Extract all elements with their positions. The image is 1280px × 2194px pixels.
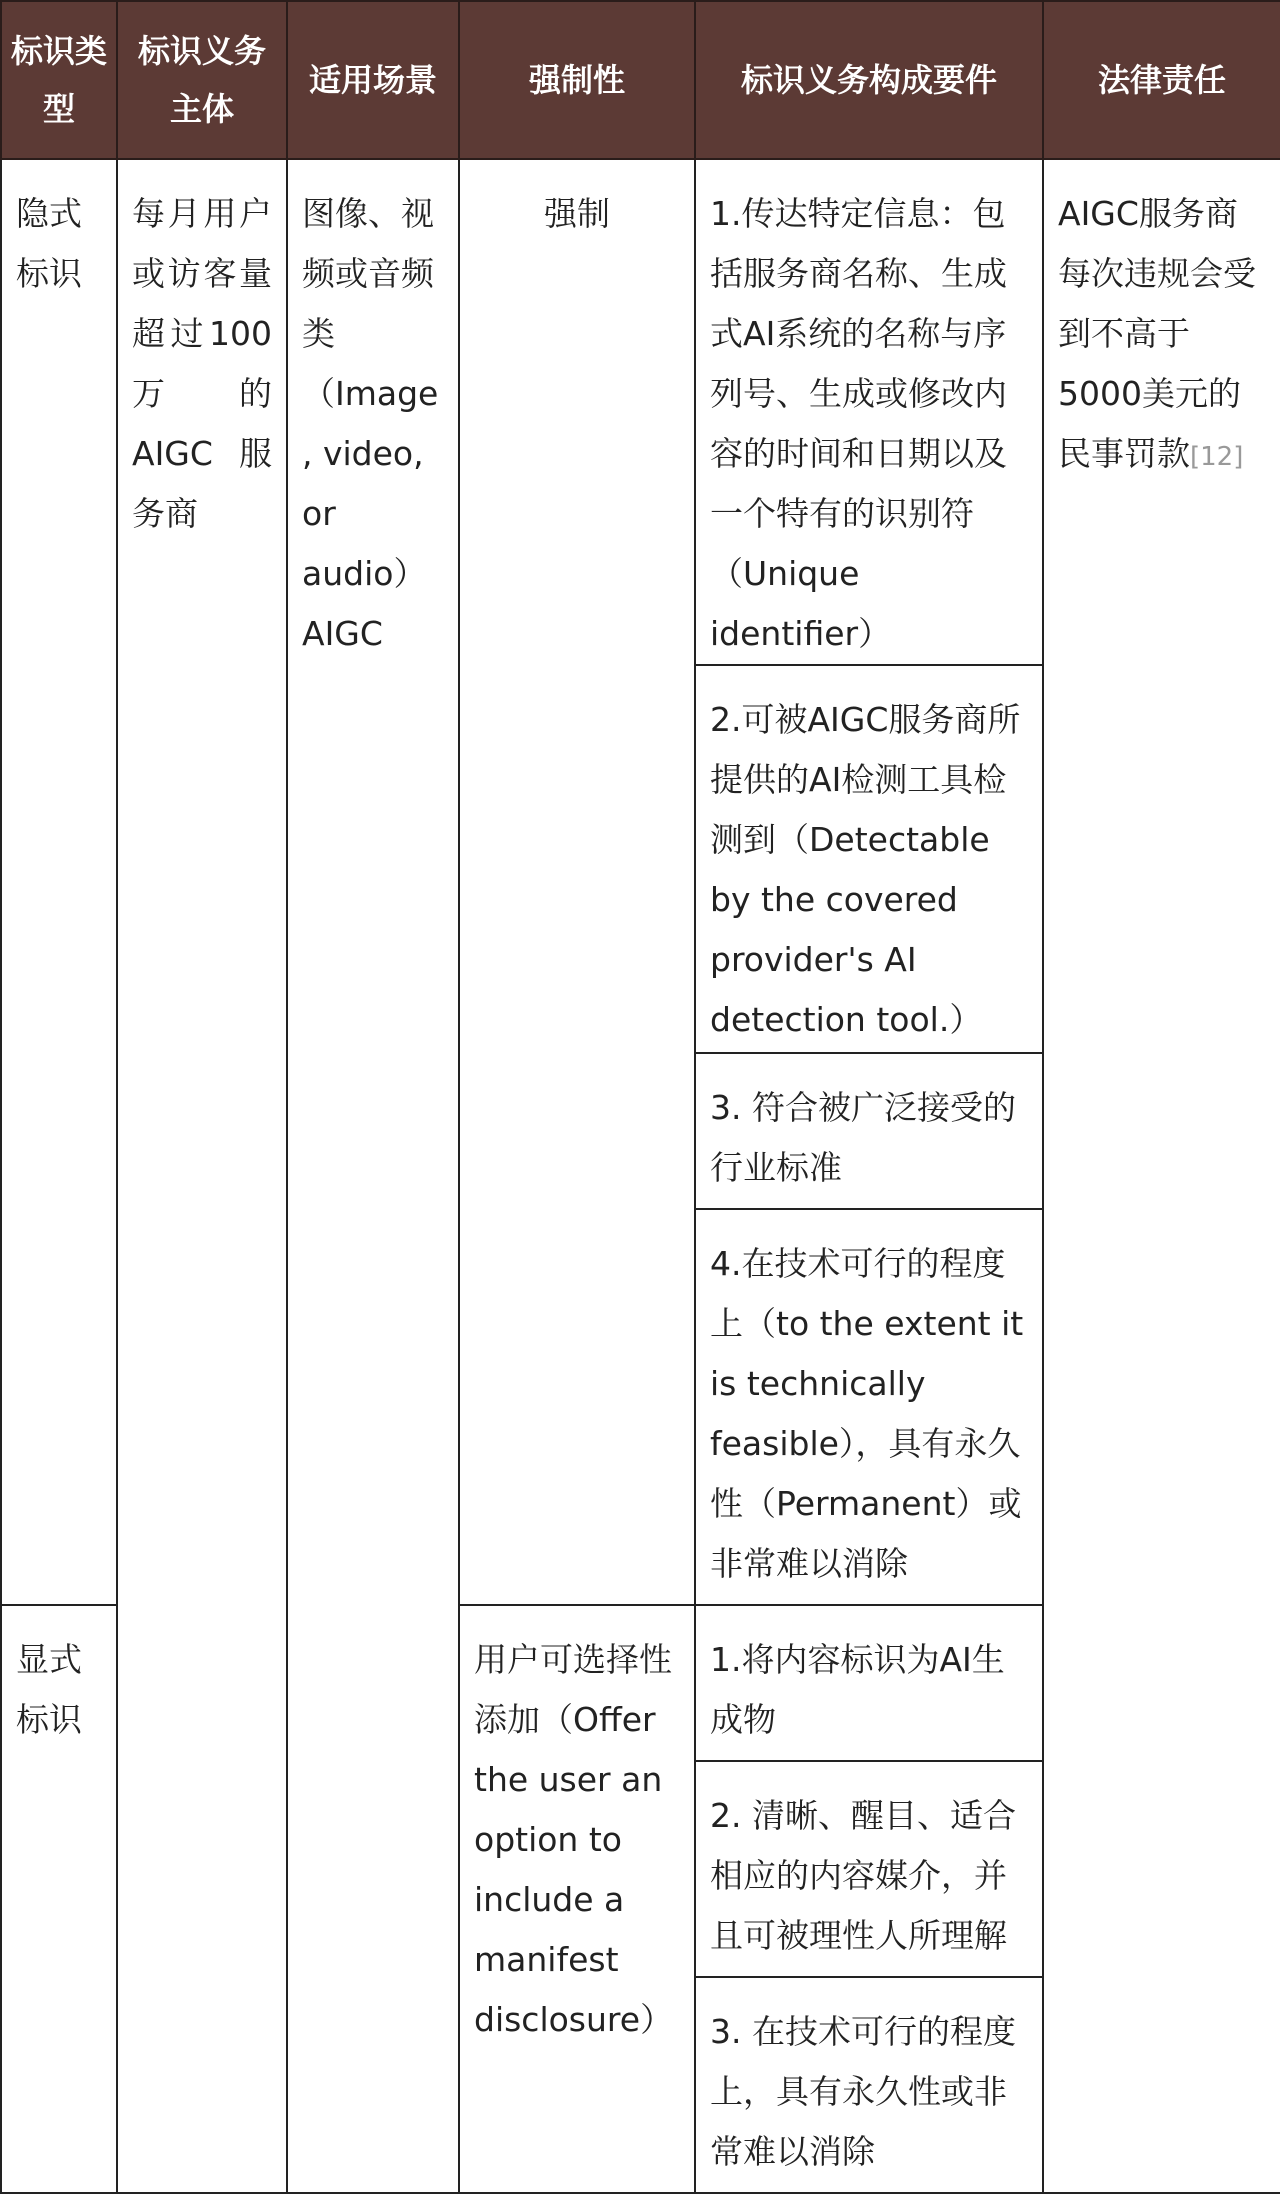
liability-reference: [12] — [1190, 442, 1244, 472]
explicit-element-2-cell — [695, 1761, 1043, 1977]
header-mandatory: 强制性 — [459, 1, 695, 159]
header-type: 标识类型 — [1, 1, 117, 159]
table-row — [1, 159, 1280, 665]
scenario-text: 图像、视频或音频类（Image, video, or audio）AIGC — [302, 194, 439, 653]
explicit-element-1: 1.将内容标识为AI生成物 — [710, 1640, 1005, 1739]
implicit-element-3-cell — [695, 1053, 1043, 1209]
header-scenario: 适用场景 — [287, 1, 459, 159]
explicit-type: 显式标识 — [16, 1640, 82, 1739]
explicit-mandatory: 用户可选择性添加（Offer the user an option to include a manifest disclosure） — [474, 1640, 674, 2039]
liability-text: AIGC服务商每次违规会受到不高于5000美元的民事罚款 — [1058, 194, 1256, 473]
implicit-element-2: 2.可被AIGC服务商所提供的AI检测工具检测到（Detectable by the covered provider's AI detection tool.） — [710, 700, 1021, 1039]
implicit-element-4: 4.在技术可行的程度上（to the extent it is technically feasible），具有永久性（Permanent）或非常难以消除 — [710, 1244, 1024, 1583]
explicit-element-3: 3. 在技术可行的程度上，具有永久性或非常难以消除 — [710, 2012, 1016, 2171]
implicit-type: 隐式标识 — [16, 194, 82, 293]
implicit-element-3: 3. 符合被广泛接受的行业标准 — [710, 1088, 1016, 1187]
explicit-element-1-cell — [695, 1605, 1043, 1761]
implicit-element-1: 1.传达特定信息：包括服务商名称、生成式AI系统的名称与序列号、生成或修改内容的时间和日期以及一个特有的识别符（Unique identifier） — [710, 194, 1007, 653]
explicit-type-cell — [1, 1605, 117, 2193]
header-elements: 标识义务构成要件 — [695, 1, 1043, 159]
scenario-cell — [287, 159, 459, 2193]
explicit-mandatory-cell — [459, 1605, 695, 2193]
header-liability: 法律责任 — [1043, 1, 1280, 159]
subject-cell — [117, 159, 287, 2193]
header-subject: 标识义务主体 — [117, 1, 287, 159]
implicit-type-cell — [1, 159, 117, 1605]
header-row — [1, 1, 1280, 159]
implicit-mandatory-cell — [459, 159, 695, 1605]
liability-cell — [1043, 159, 1280, 2193]
implicit-element-1-cell — [695, 159, 1043, 665]
implicit-element-4-cell — [695, 1209, 1043, 1605]
explicit-element-3-cell — [695, 1977, 1043, 2193]
subject-text: 每月用户或访客量超过100万的AIGC服务商 — [132, 194, 272, 533]
implicit-element-2-cell — [695, 665, 1043, 1053]
implicit-mandatory: 强制 — [544, 194, 610, 233]
explicit-element-2: 2. 清晰、醒目、适合相应的内容媒介，并且可被理性人所理解 — [710, 1796, 1016, 1955]
